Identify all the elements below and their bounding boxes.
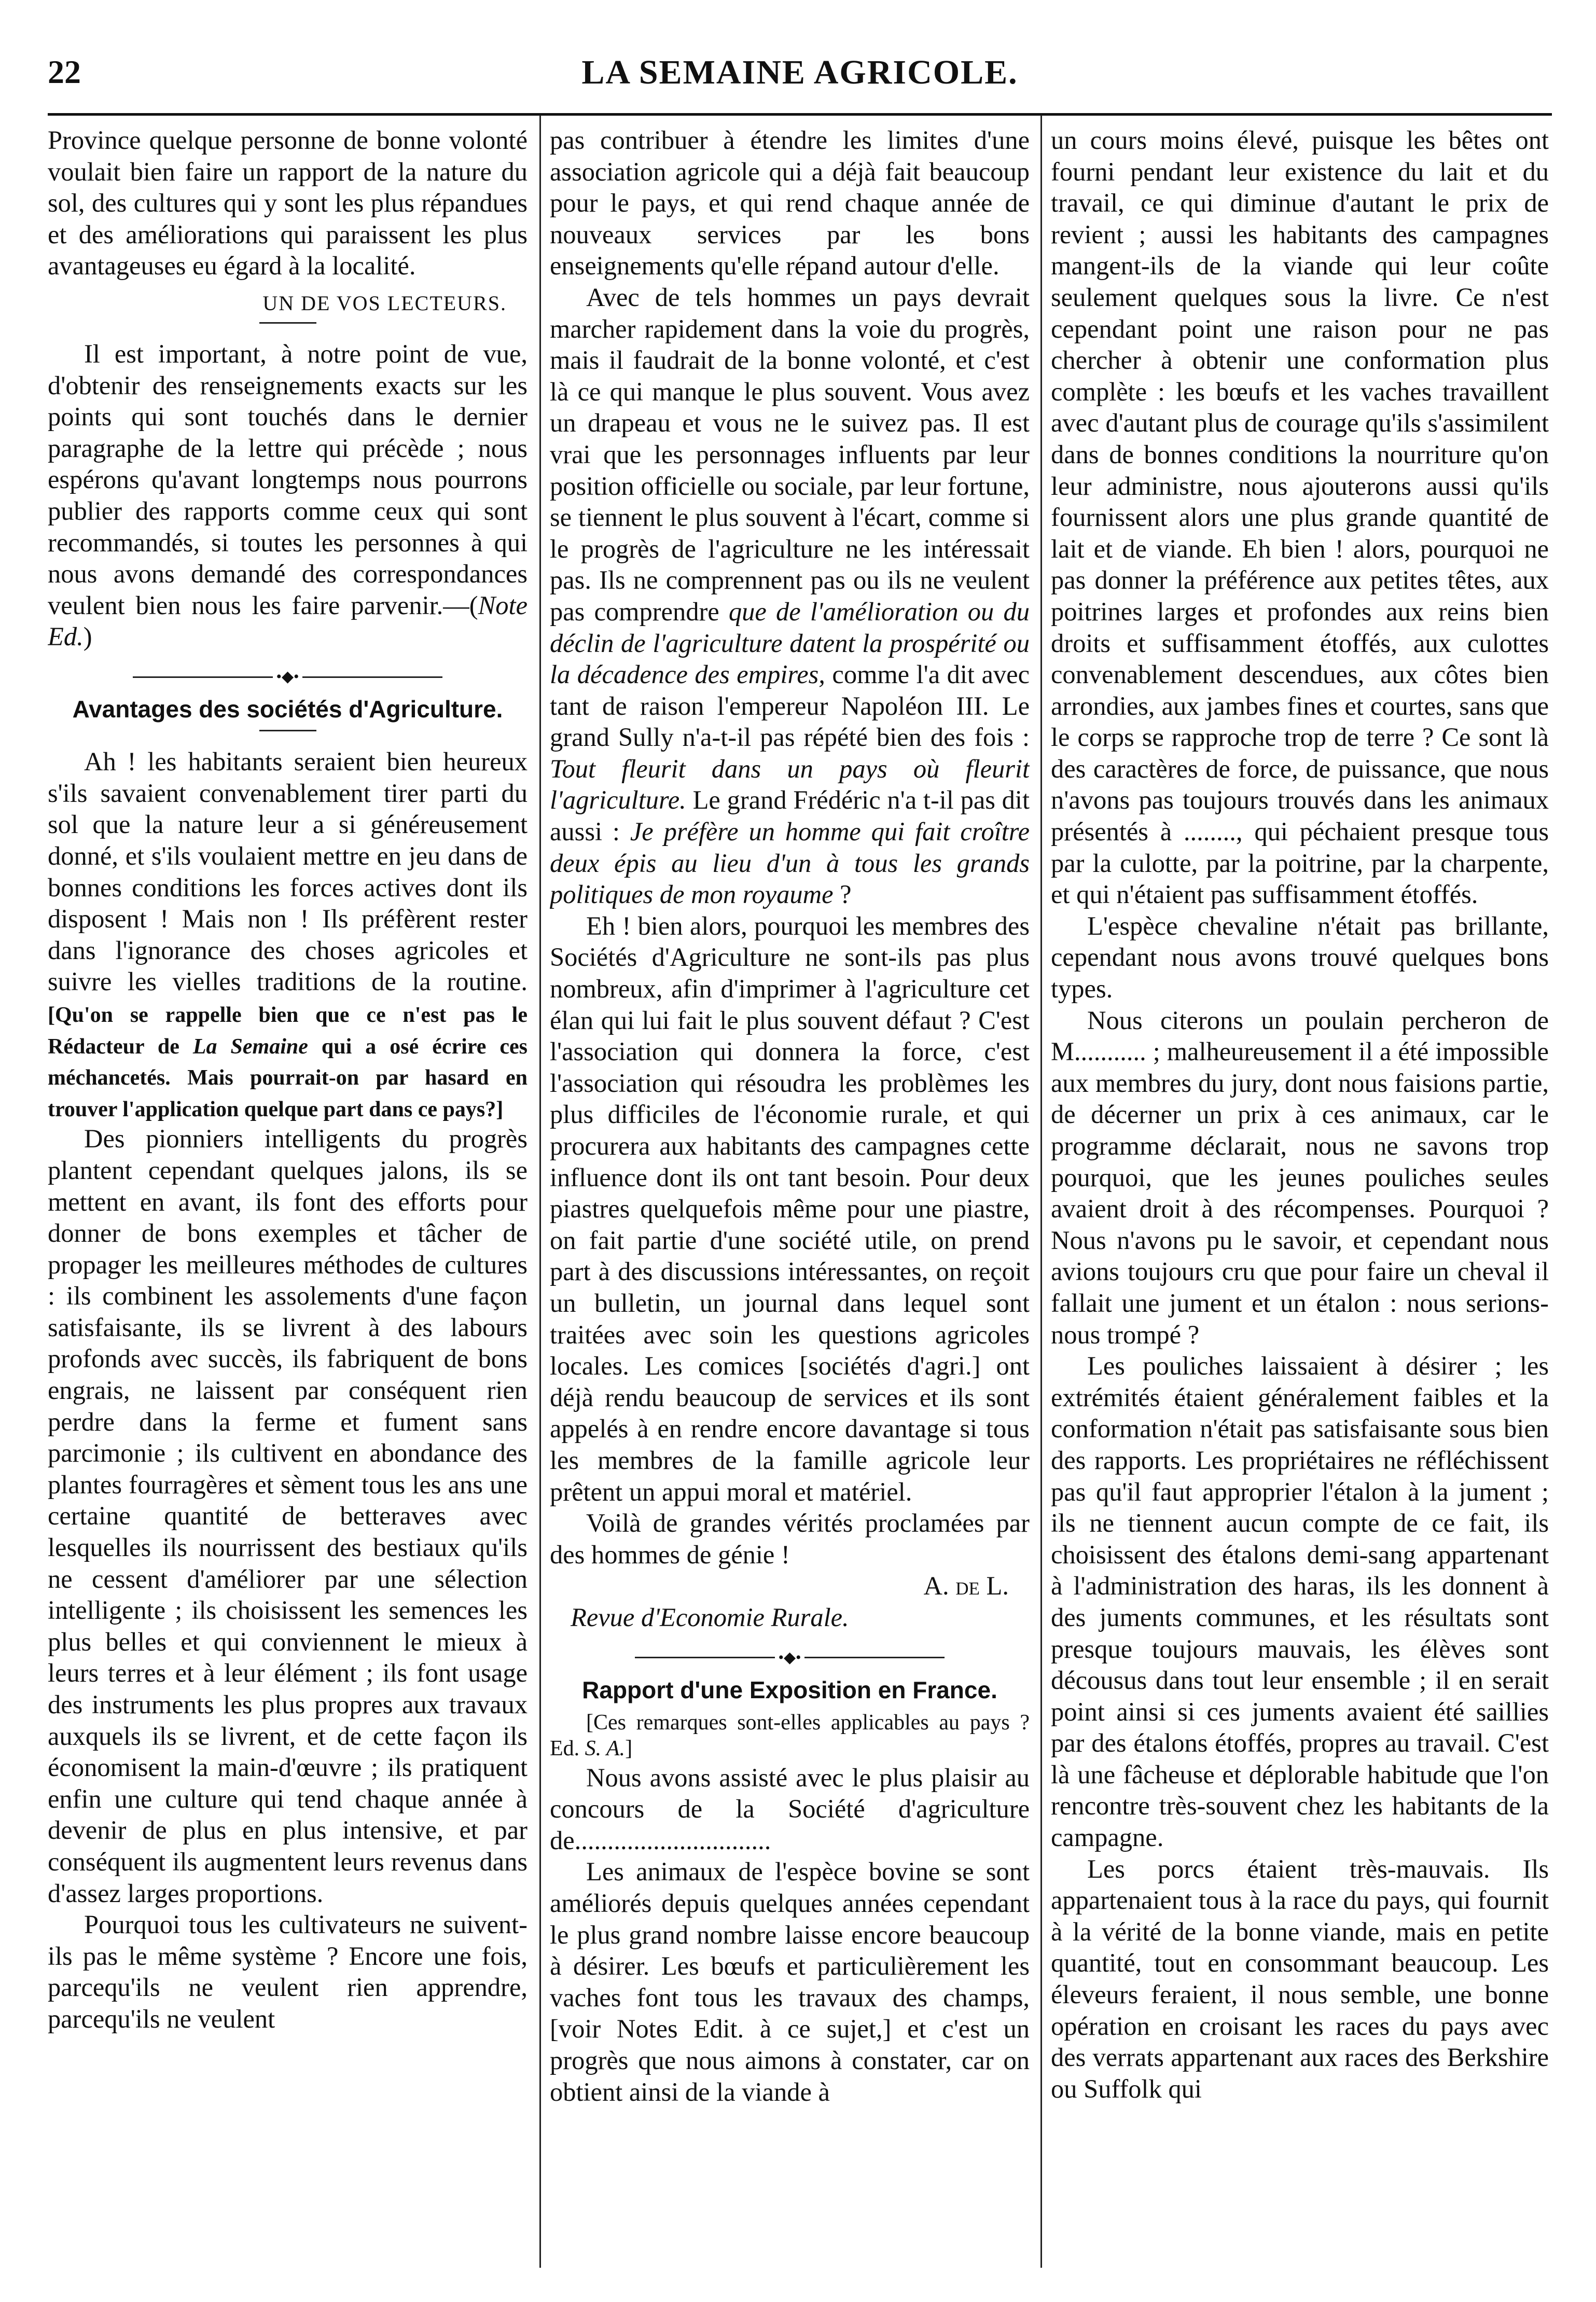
paragraph: Eh ! bien alors, pourquoi les membres des Sociétés d'Agriculture ne sont-ils pas plus nombreux, afin d'imprimer à l'agriculture cet élan qui lui fait le plus souvent défaut ? C'est l'association qui donnera la force, c'est l'association qui résoudra les problèmes les plus difficiles de l'économie rurale, et qui procurera aux habitants des campagnes cette influence dont ils ont tant besoin. Pour deux piastres quelquefois même pour une piastre, on fait partie d'une société utile, on prend part à des discussions intéressantes, on reçoit un bulletin, un journal dans lequel sont traitées avec soin les questions agricoles locales. Les comices [sociétés d'agri.] ont déjà rendu beaucoup de services et ils sont appelés à en rendre encore davantage si tous les membres de la famille agricole leur prêtent un appui moral et matériel. — [550, 911, 1030, 1506]
section-heading: Avantages des sociétés d'Agriculture. — [72, 696, 503, 723]
column-divider — [539, 115, 541, 2268]
paragraph: Des pionniers intelligents du progrès plantent cependant quelques jalons, ils se mettent en avant, ils font des efforts pour donner de bons exemples et tâcher de propager les meilleures méthodes de cultures : ils combinent les assolements d'une façon satisfaisante, ils se livrent à des labours profonds avec succès, ils fabriquent de bons engrais, ne laissent par conséquent rien perdre dans la ferme et fument sans parcimonie ; ils cultivent en abondance des plantes fourragères et sèment tous les ans une certaine quantité de betteraves avec lesquelles ils nourrissent des bestiaux qu'ils ne cessent d'améliorer par une sélection intelligente ; ils choisissent les semences les plus belles et qui conviennent le mieux à leurs terres et à leur élément ; ils font usage des instruments les plus propres aux travaux auxquels ils se livrent, et de cette façon ils économisent la main-d'œuvre ; ils pratiquent enfin une culture qui tend chaque année à devenir de plus en plus intensive, et par conséquent ils augmentent leurs revenus dans d'assez larges proportions. — [48, 1124, 528, 1908]
editor-remark: [Qu'on se rappelle bien que ce n'est pas le Rédacteur de La Semaine qui a osé écrire ces méchancetés. Mais pourrait-on par hasard en trouver l'application quelque part dans ce pays?] — [48, 1003, 528, 1121]
paragraph: un cours moins élevé, puisque les bêtes ont fourni pendant leur existence du lait et du travail, ce qui diminue d'autant le prix de revient ; aussi les habitants des campagnes mangent-ils de la viande qui leur coûte seulement quelques sous la livre. Ce n'est cependant point une raison pour ne pas chercher à obtenir une conformation plus complète : les bœufs et les vaches travaillent avec d'autant plus de courage qu'ils s'assimilent dans de bonnes conditions la nourriture qu'on leur administre, nous ajouterons aussi qu'ils fournissent alors une plus grande quantité de lait et de viande. Eh bien ! alors, pourquoi ne pas donner la préférence aux petites têtes, aux poitrines larges et profondes aux reins bien droits et suffisamment étoffés, aux culottes convenablement descendues, aux côtes bien arrondies, aux jambes fines et courtes, sans que le corps se rapproche trop de terre ? Ce sont là des caractères de force, de puissance, que nous n'avons pas toujours trouvés dans les animaux présentés à ........, qui péchaient presque tous par la culotte, par la poitrine, par la charpente, et qui n'étaient pas suffisamment étoffés. — [1051, 126, 1549, 909]
paragraph: Nous avons assisté avec le plus plaisir au concours de la Société d'agriculture de.............................. — [550, 1763, 1030, 1855]
paragraph-text: ) — [83, 622, 92, 651]
section-ornament: •◆• — [550, 1649, 1030, 1666]
letter-signature: UN DE VOS LECTEURS. — [262, 291, 507, 315]
paragraph: Province quelque personne de bonne volonté voulait bien faire un rapport de la nature du sol, des cultures qui y sont les plus répandues et des améliorations qui paraissent les plus avantageuses eu égard à la localité. — [48, 126, 528, 281]
column-1 — [48, 124, 528, 2256]
section-heading: Rapport d'une Exposition en France. — [582, 1676, 997, 1703]
editor-note-paragraph — [48, 338, 528, 653]
paragraph: Voilà de grandes vérités proclamées par des hommes de génie ! — [550, 1508, 1030, 1569]
page-header — [48, 48, 1552, 110]
paragraph: Avec de tels hommes un pays devrait marcher rapidement dans la voie du progrès, mais il faudrait de la bonne volonté, et c'est là ce qui manque le plus souvent. Vous avez un drapeau et vous ne le suivez pas. Il est vrai que les personnages influents par leur position officielle ou sociale, par leur fortune, se tiennent le plus souvent à l'écart, comme si le progrès de l'agriculture ne les intéressait pas. Ils ne comprennent pas ou ils ne veulent pas comprendre que de l'amélioration ou du déclin de l'agriculture datent la prospérité ou la décadence des empires, comme l'a dit avec tant de raison l'empereur Napoléon III. Le grand Sully n'a-t-il pas répété bien des fois : Tout fleurit dans un pays où fleurit l'agriculture. Le grand Frédéric n'a t-il pas dit aussi : Je préfère un homme qui fait croître deux épis au lieu d'un à tous les grands politiques de mon royaume ? — [550, 282, 1030, 909]
paragraph: Les pouliches laissaient à désirer ; les extrémités étaient généralement faibles et la conformation n'était pas satisfaisante sous bien des rapports. Les propriétaires ne réfléchissent pas qu'il faut approprier l'étalon à la jument ; ils ne tiennent aucun compte de ce fait, ils choisissent des étalons demi-sang appartenant à l'administration des haras, ils les donnent à des juments communes, et les résultats sont presque toujours mauvais, les élèves sont décousus dans tout leur ensemble ; il en serait point ainsi si ces juments avaient été saillies par des étalons étoffés, propres au travail. C'est là une fâcheuse et déplorable habitude que l'on rencontre très-souvent chez les habitants de la campagne. — [1051, 1351, 1549, 1852]
separator-rule — [259, 730, 316, 731]
paragraph: L'espèce chevaline n'était pas brillante, cependant nous avons trouvé quelques bons types. — [1051, 911, 1549, 1004]
paragraph — [48, 746, 528, 1123]
article-signature: A. de L. — [923, 1571, 1009, 1601]
paragraph: Les animaux de l'espèce bovine se sont améliorés depuis quelques années cependant le plus grand nombre laisse encore beaucoup à désirer. Les bœufs et particulièrement les vaches font tous les travaux des champs, [voir Notes Edit. à ce sujet,] et c'est un progrès que nous aimons à constater, car on obtient ainsi de la viande à — [550, 1857, 1030, 2106]
page-number: 22 — [48, 53, 81, 90]
header-rule — [48, 113, 1552, 116]
paragraph: Pourquoi tous les cultivateurs ne suivent-ils pas le même système ? Encore une fois, parcequ'ils ne veulent rien apprendre, parcequ'ils ne veulent — [48, 1910, 528, 2033]
column-2 — [550, 124, 1030, 2256]
column-divider — [1040, 115, 1042, 2268]
paragraph: pas contribuer à étendre les limites d'une association agricole qui a déjà fait beaucoup pour le pays, et qui rend chaque année de nouveaux services par les bons enseignements qu'elle répand autour d'elle. — [550, 126, 1030, 281]
paragraph-text: Il est important, à notre point de vue, d'obtenir des renseignements exacts sur les points qui sont touchés dans le dernier paragraphe de la lettre qui précède ; nous espérons qu'avant longtemps nous pourrons publier des rapports comme ceux qui sont recommandés, si toutes les personnes à qui nous avons demandé des correspondances veulent bien nous les faire parvenir.—( — [48, 339, 528, 620]
separator-rule — [259, 322, 316, 324]
editor-remark: [Ces remarques sont-elles applicables au pays ? Ed. S. A.] — [550, 1710, 1030, 1761]
article-source: Revue d'Economie Rurale. — [571, 1602, 849, 1632]
paragraph-text: Ah ! les habitants seraient bien heureux s'ils savaient convenablement tirer parti du sol que la nature leur a si généreusement donné, et s'ils voulaient mettre en jeu dans de bonnes conditions les forces actives dont ils disposent ! Mais non ! Ils préfèrent rester dans l'ignorance des choses agricoles et suivre les vielles traditions de la routine. — [48, 747, 528, 996]
running-title: LA SEMAINE AGRICOLE. — [581, 53, 1018, 91]
section-ornament: •◆• — [48, 668, 528, 685]
note-attribution: Note Ed. — [48, 590, 528, 651]
column-3 — [1051, 124, 1549, 2256]
paragraph: Nous citerons un poulain percheron de M........... ; malheureusement il a été impossible aux membres du jury, dont nous faisions partie, de décerner un prix à ces animaux, car le programme déclarait, nous ne savons trop pourquoi, que les jeunes pouliches seules avaient droit à des récompenses. Pourquoi ? Nous n'avons pu le savoir, et cependant nous avions toujours cru que pour faire un cheval il fallait une jument et un étalon : nous serions-nous trompé ? — [1051, 1005, 1549, 1349]
paragraph: Les porcs étaient très-mauvais. Ils appartenaient tous à la race du pays, qui fournit à la vérité de la bonne viande, mais en petite quantité, tout en consommant beaucoup. Les éleveurs feraient, il nous semble, une bonne opération en croisant les races du pays avec des verrats appartenant aux races des Berkshire ou Suffolk qui — [1051, 1854, 1549, 2103]
